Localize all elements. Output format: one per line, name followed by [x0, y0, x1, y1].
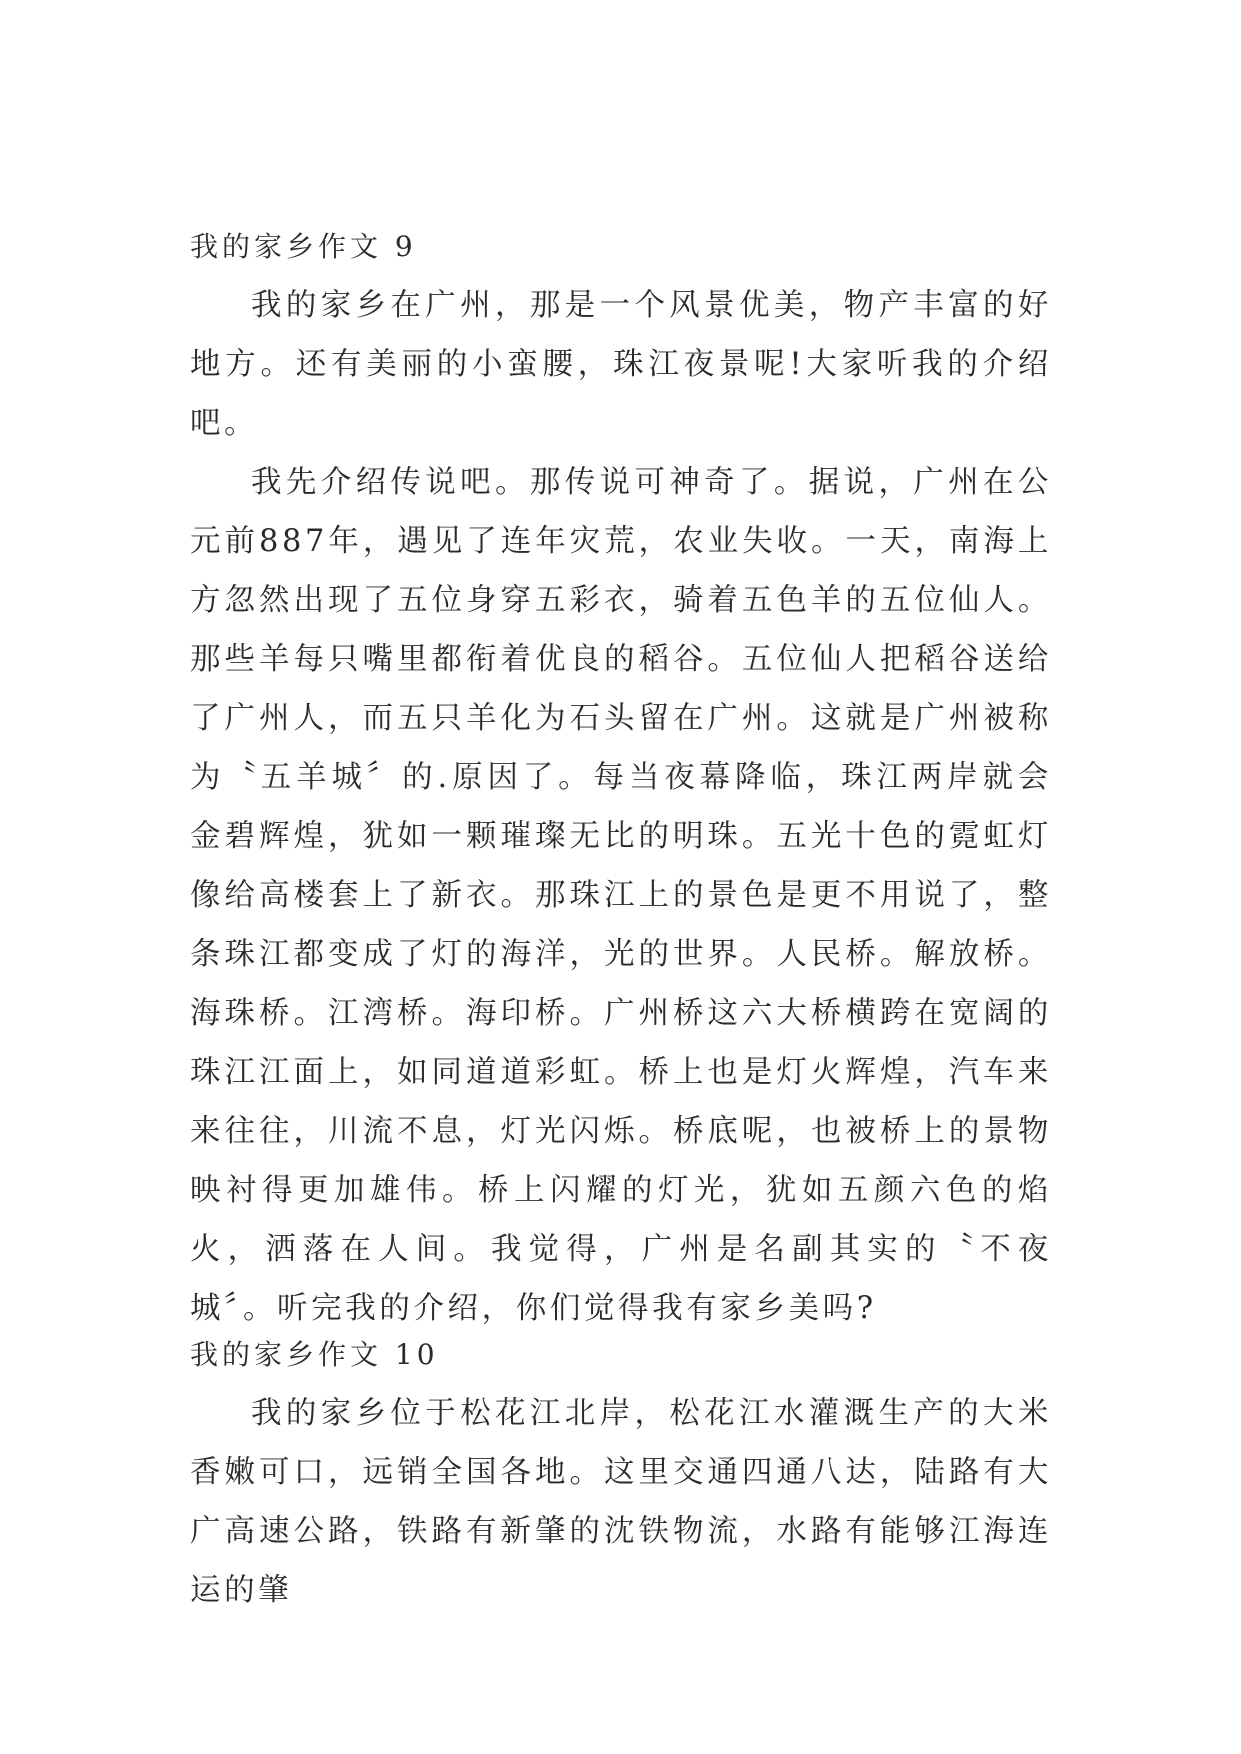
essay-section-9 — [190, 218, 1052, 1338]
essay-title: 我的家乡作文 9 — [190, 230, 417, 263]
essay-paragraph: 我先介绍传说吧。那传说可神奇了。据说，广州在公元前887年，遇见了连年灾荒，农业失收。一天，南海上方忽然出现了五位身穿五彩衣，骑着五色羊的五位仙人。那些羊每只嘴里都衔着优良的稻谷。五位仙人把稻谷送给了广州人，而五只羊化为石头留在广州。这就是广州被称为〝五羊城〞的.原因了。每当夜幕降临，珠江两岸就会金碧辉煌，犹如一颗璀璨无比的明珠。五光十色的霓虹灯像给高楼套上了新衣。那珠江上的景色是更不用说了，整条珠江都变成了灯的海洋，光的世界。人民桥。解放桥。海珠桥。江湾桥。海印桥。广州桥这六大桥横跨在宽阔的珠江江面上，如同道道彩虹。桥上也是灯火辉煌，汽车来来往往，川流不息，灯光闪烁。桥底呢，也被桥上的景物映衬得更加雄伟。桥上闪耀的灯光，犹如五颜六色的焰火，洒落在人间。我觉得，广州是名副其实的〝不夜城〞。听完我的介绍，你们觉得我有家乡美吗? — [190, 465, 1052, 1326]
essay-title: 我的家乡作文 10 — [190, 1338, 439, 1371]
essay-section-10 — [190, 1326, 1052, 1620]
essay-paragraph: 我的家乡位于松花江北岸，松花江水灌溉生产的大米香嫩可口，远销全国各地。这里交通四通八达，陆路有大广高速公路，铁路有新肇的沈铁物流，水路有能够江海连运的肇 — [190, 1396, 1052, 1608]
essay-paragraph: 我的家乡在广州，那是一个风景优美，物产丰富的好地方。还有美丽的小蛮腰，珠江夜景呢!大家听我的介绍吧。 — [190, 288, 1052, 441]
